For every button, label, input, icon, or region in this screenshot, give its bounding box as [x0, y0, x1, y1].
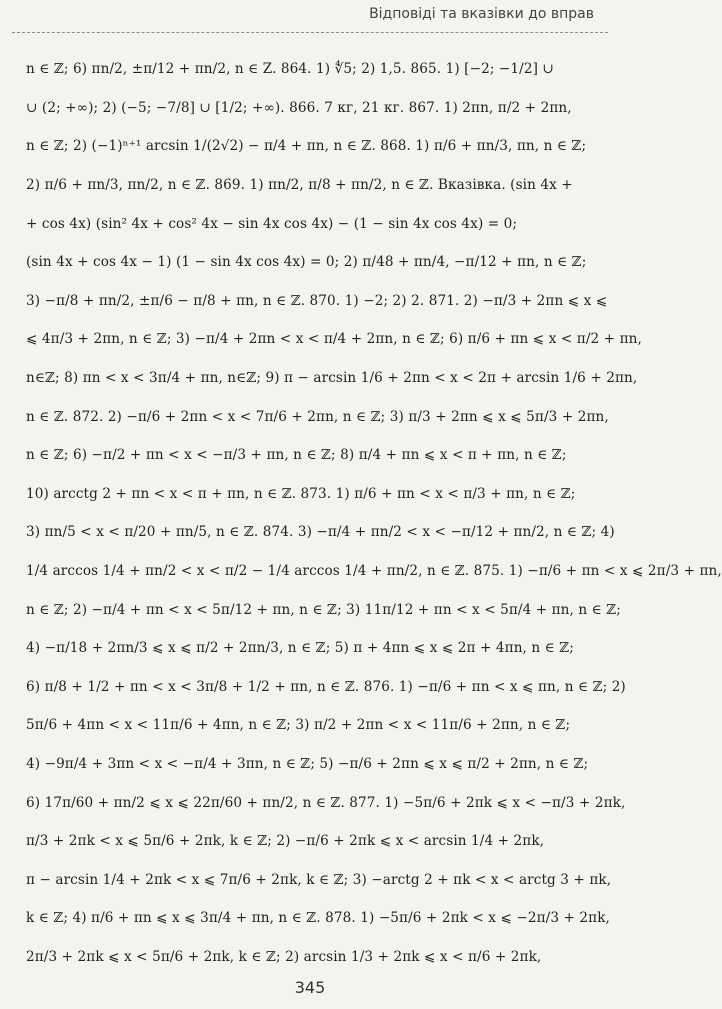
text-line: 2) π/6 + πn/3, πn/2, n ∈ ℤ. 869. 1) πn/2, π/8 + πn/2, n ∈ ℤ. Вказівка. (sin 4x +: [26, 177, 573, 194]
text-line: ⩽ 4π/3 + 2πn, n ∈ ℤ; 3) −π/4 + 2πn < x < π/4 + 2πn, n ∈ ℤ; 6) π/6 + πn ⩽ x < π/2 + πn,: [26, 331, 642, 348]
text-line: 2π/3 + 2πk ⩽ x < 5π/6 + 2πk, k ∈ ℤ; 2) arcsin 1/3 + 2πk ⩽ x < π/6 + 2πk,: [26, 948, 542, 965]
text-line: n ∈ ℤ. 872. 2) −π/6 + 2πn < x < 7π/6 + 2πn, n ∈ ℤ; 3) π/3 + 2πn ⩽ x ⩽ 5π/3 + 2πn,: [26, 408, 609, 425]
text-line: 4) −π/18 + 2πn/3 ⩽ x ⩽ π/2 + 2πn/3, n ∈ ℤ; 5) π + 4πn ⩽ x ⩽ 2π + 4πn, n ∈ ℤ;: [26, 640, 574, 657]
text-line: n ∈ ℤ; 6) −π/2 + πn < x < −π/3 + πn, n ∈ ℤ; 8) π/4 + πn ⩽ x < π + πn, n ∈ ℤ;: [26, 447, 567, 464]
answers-text: [26, 50, 722, 976]
text-line: 1/4 arccos 1/4 + πn/2 < x < π/2 − 1/4 arccos 1/4 + πn/2, n ∈ ℤ. 875. 1) −π/6 + πn < x ⩽ 2π/3 + πn,: [26, 563, 722, 580]
text-line: 10) arcctg 2 + πn < x < π + πn, n ∈ ℤ. 873. 1) π/6 + πn < x < π/3 + πn, n ∈ ℤ;: [26, 485, 576, 502]
text-line: 3) πn/5 < x < π/20 + πn/5, n ∈ ℤ. 874. 3) −π/4 + πn/2 < x < −π/12 + πn/2, n ∈ ℤ; 4): [26, 524, 615, 541]
running-header: Відповіді та вказівки до вправ: [369, 6, 594, 22]
text-line: n ∈ ℤ; 2) −π/4 + πn < x < 5π/12 + πn, n ∈ ℤ; 3) 11π/12 + πn < x < 5π/4 + πn, n ∈ ℤ;: [26, 601, 621, 618]
text-line: ∪ (2; +∞); 2) (−5; −7/8] ∪ [1/2; +∞). 866. 7 кг, 21 кг. 867. 1) 2πn, π/2 + 2πn,: [26, 99, 572, 116]
text-line: k ∈ ℤ; 4) π/6 + πn ⩽ x ⩽ 3π/4 + πn, n ∈ ℤ. 878. 1) −5π/6 + 2πk < x ⩽ −2π/3 + 2πk,: [26, 910, 610, 927]
text-line: π − arcsin 1/4 + 2πk < x ⩽ 7π/6 + 2πk, k ∈ ℤ; 3) −arctg 2 + πk < x < arctg 3 + πk,: [26, 871, 612, 888]
text-line: 3) −π/8 + πn/2, ±π/6 − π/8 + πn, n ∈ ℤ. 870. 1) −2; 2) 2. 871. 2) −π/3 + 2πn ⩽ x ⩽: [26, 292, 608, 309]
text-line: n ∈ ℤ; 6) πn/2, ±π/12 + πn/2, n ∈ Z. 864. 1) ∜5; 2) 1,5. 865. 1) [−2; −1/2] ∪: [26, 61, 554, 78]
text-line: n ∈ ℤ; 2) (−1)ⁿ⁺¹ arcsin 1/(2√2) − π/4 + πn, n ∈ ℤ. 868. 1) π/6 + πn/3, πn, n ∈ ℤ;: [26, 138, 587, 155]
text-line: 6) π/8 + 1/2 + πn < x < 3π/8 + 1/2 + πn, n ∈ ℤ. 876. 1) −π/6 + πn < x ⩽ πn, n ∈ ℤ; 2): [26, 678, 626, 695]
text-line: 6) 17π/60 + πn/2 ⩽ x ⩽ 22π/60 + πn/2, n ∈ ℤ. 877. 1) −5π/6 + 2πk ⩽ x < −π/3 + 2πk,: [26, 794, 626, 811]
page-number: 345: [294, 978, 326, 997]
header-divider: [12, 32, 608, 33]
text-line: + cos 4x) (sin² 4x + cos² 4x − sin 4x cos 4x) − (1 − sin 4x cos 4x) = 0;: [26, 215, 518, 232]
text-line: π/3 + 2πk < x ⩽ 5π/6 + 2πk, k ∈ ℤ; 2) −π/6 + 2πk ⩽ x < arcsin 1/4 + 2πk,: [26, 833, 545, 850]
text-line: (sin 4x + cos 4x − 1) (1 − sin 4x cos 4x) = 0; 2) π/48 + πn/4, −π/12 + πn, n ∈ ℤ;: [26, 254, 587, 271]
text-line: 4) −9π/4 + 3πn < x < −π/4 + 3πn, n ∈ ℤ; 5) −π/6 + 2πn ⩽ x ⩽ π/2 + 2πn, n ∈ ℤ;: [26, 755, 589, 772]
text-line: 5π/6 + 4πn < x < 11π/6 + 4πn, n ∈ ℤ; 3) π/2 + 2πn < x < 11π/6 + 2πn, n ∈ ℤ;: [26, 717, 571, 734]
text-line: n∈ℤ; 8) πn < x < 3π/4 + πn, n∈ℤ; 9) π − arcsin 1/6 + 2πn < x < 2π + arcsin 1/6 + 2πn,: [26, 370, 638, 387]
